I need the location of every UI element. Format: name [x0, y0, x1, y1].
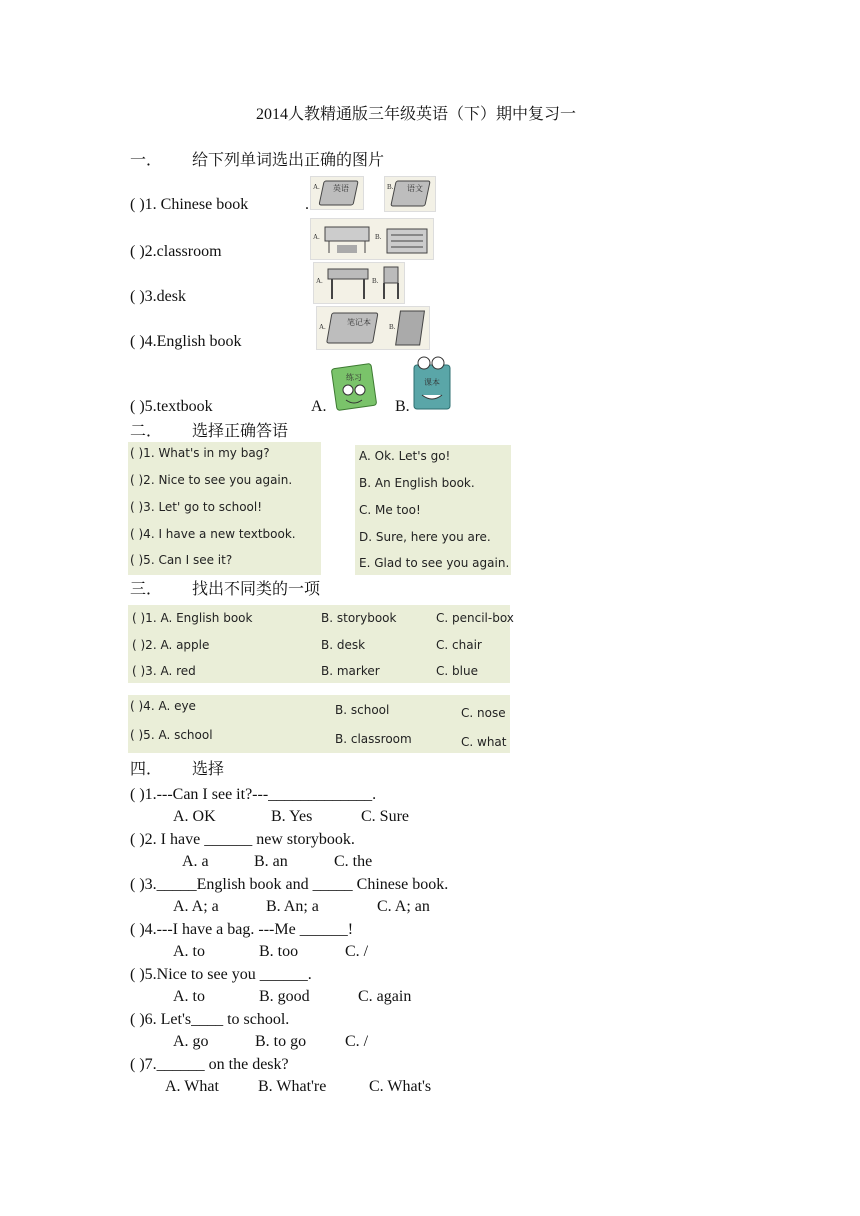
section2-number: 二．	[130, 423, 163, 440]
s3-row-2-b: B. desk	[321, 638, 366, 652]
s4-option-1b: B. Yes	[271, 808, 313, 825]
s4-option-3a: A. A; a	[173, 898, 219, 915]
classroom-icon	[311, 219, 433, 259]
s3-row-4-q: ( )4. A. eye	[130, 699, 196, 713]
workbook-icon	[328, 362, 380, 412]
s4-option-4b: B. too	[259, 943, 299, 960]
s4-option-5a: A. to	[173, 988, 205, 1005]
s3-row-2-q: ( )2. A. apple	[132, 638, 210, 652]
s3-row-3-b: B. marker	[321, 664, 380, 678]
s4-option-6a: A. go	[173, 1033, 209, 1050]
section3-panel-1	[128, 605, 514, 683]
s4-option-3c: C. A; an	[377, 898, 430, 915]
s4-option-6b: B. to go	[255, 1033, 307, 1050]
s4-option-7a: A. What	[165, 1078, 219, 1095]
s4-question-1: ( )1.---Can I see it?---_____________.	[130, 786, 377, 803]
s1-item-5: ( )5.textbook	[130, 398, 213, 415]
s3-row-1-q: ( )1. A. English book	[132, 611, 253, 625]
s1-item-5-image-b	[410, 355, 454, 413]
section1-number: 一．	[130, 152, 163, 169]
s1-item-3-images	[313, 262, 405, 304]
s4-option-5c: C. again	[358, 988, 412, 1005]
s4-question-6: ( )6. Let's____ to school.	[130, 1011, 290, 1028]
s1-item-1-dot: .	[305, 196, 309, 213]
s2-answer-c: C. Me too!	[359, 503, 421, 517]
s2-answer-d: D. Sure, here you are.	[359, 530, 491, 544]
s1-item-4-image-a-label: 笔记本	[347, 318, 371, 327]
s4-option-1c: C. Sure	[361, 808, 409, 825]
page-title: 2014人教精通版三年级英语（下）期中复习一	[256, 106, 577, 123]
section3-heading: 找出不同类的一项	[192, 581, 321, 598]
s1-item-1-image-a-label: 英语	[333, 184, 349, 193]
s4-option-2a: A. a	[182, 853, 209, 870]
s4-option-1a: A. OK	[173, 808, 216, 825]
s4-option-3b: B. An; a	[266, 898, 319, 915]
s4-question-7: ( )7.______ on the desk?	[130, 1056, 289, 1073]
s4-option-7c: C. What's	[369, 1078, 432, 1095]
s3-row-5-q: ( )5. A. school	[130, 728, 213, 742]
s3-row-4-b: B. school	[335, 703, 390, 717]
s3-row-5-c: C. what	[461, 735, 507, 749]
s1-item-5-image-a	[328, 362, 380, 412]
s1-item-1-image-a	[310, 176, 364, 210]
section3-header	[130, 580, 320, 600]
section4-number: 四．	[130, 761, 163, 778]
s3-row-3-c: C. blue	[436, 664, 478, 678]
svg-text:A.: A.	[313, 183, 320, 191]
section2-heading: 选择正确答语	[192, 423, 289, 440]
s2-answer-e: E. Glad to see you again.	[359, 556, 510, 570]
svg-text:A.: A.	[313, 233, 320, 241]
s2-question-2: ( )2. Nice to see you again.	[130, 473, 293, 487]
s1-item-1: ( )1. Chinese book	[130, 196, 249, 213]
s1-item-5-image-a-label: 练习	[346, 373, 362, 382]
s4-question-4: ( )4.---I have a bag. ---Me ______!	[130, 921, 354, 938]
s4-question-5: ( )5.Nice to see you ______.	[130, 966, 312, 983]
section2-questions-panel	[128, 442, 321, 575]
s1-item-5-image-b-label: 课本	[424, 378, 440, 387]
notebook-icon	[317, 307, 429, 349]
section2-header	[130, 422, 288, 442]
section4-header	[130, 760, 224, 780]
svg-text:A.: A.	[316, 277, 323, 285]
s1-item-3: ( )3.desk	[130, 288, 186, 305]
s4-option-7b: B. What're	[258, 1078, 327, 1095]
s3-row-1-c: C. pencil-box	[436, 611, 514, 625]
s3-row-1-b: B. storybook	[321, 611, 397, 625]
s4-option-5b: B. good	[259, 988, 310, 1005]
s1-item-4-images	[316, 306, 430, 350]
s1-item-1-image-b-label: 语文	[407, 184, 423, 193]
s3-row-4-c: C. nose	[461, 706, 506, 720]
s4-question-3: ( )3._____English book and _____ Chinese book.	[130, 876, 449, 893]
s4-option-4c: C. /	[345, 943, 369, 960]
section4-heading: 选择	[192, 761, 225, 778]
s4-option-2c: C. the	[334, 853, 373, 870]
section2-answers-panel	[355, 445, 511, 575]
s2-answer-b: B. An English book.	[359, 476, 475, 490]
section1-heading: 给下列单词选出正确的图片	[192, 152, 385, 169]
s3-row-5-b: B. classroom	[335, 732, 412, 746]
desk-chair-icon	[314, 263, 404, 303]
s3-row-2-c: C. chair	[436, 638, 482, 652]
s1-item-5-option-a: A.	[311, 398, 327, 415]
s4-option-2b: B. an	[254, 853, 288, 870]
s4-option-6c: C. /	[345, 1033, 369, 1050]
s1-item-1-image-b	[384, 176, 436, 212]
s2-answer-a: A. Ok. Let's go!	[359, 449, 451, 463]
s2-question-4: ( )4. I have a new textbook.	[130, 527, 296, 541]
s3-row-3-q: ( )3. A. red	[132, 664, 196, 678]
svg-text:B.: B.	[375, 233, 382, 241]
s1-item-2-images	[310, 218, 434, 260]
s1-item-4: ( )4.English book	[130, 333, 242, 350]
section3-panel-2	[128, 695, 510, 753]
section3-number: 三．	[130, 581, 163, 598]
s1-item-2: ( )2.classroom	[130, 243, 222, 260]
s2-question-1: ( )1. What's in my bag?	[130, 446, 270, 460]
section1-header	[130, 151, 384, 171]
svg-text:A.: A.	[319, 323, 326, 331]
s4-option-4a: A. to	[173, 943, 205, 960]
s4-question-2: ( )2. I have ______ new storybook.	[130, 831, 355, 848]
svg-text:B.: B.	[372, 277, 379, 285]
s2-question-3: ( )3. Let' go to school!	[130, 500, 263, 514]
svg-text:B.: B.	[389, 323, 396, 331]
s1-item-5-option-b: B.	[395, 398, 410, 415]
s2-question-5: ( )5. Can I see it?	[130, 553, 233, 567]
svg-text:B.: B.	[387, 183, 394, 191]
